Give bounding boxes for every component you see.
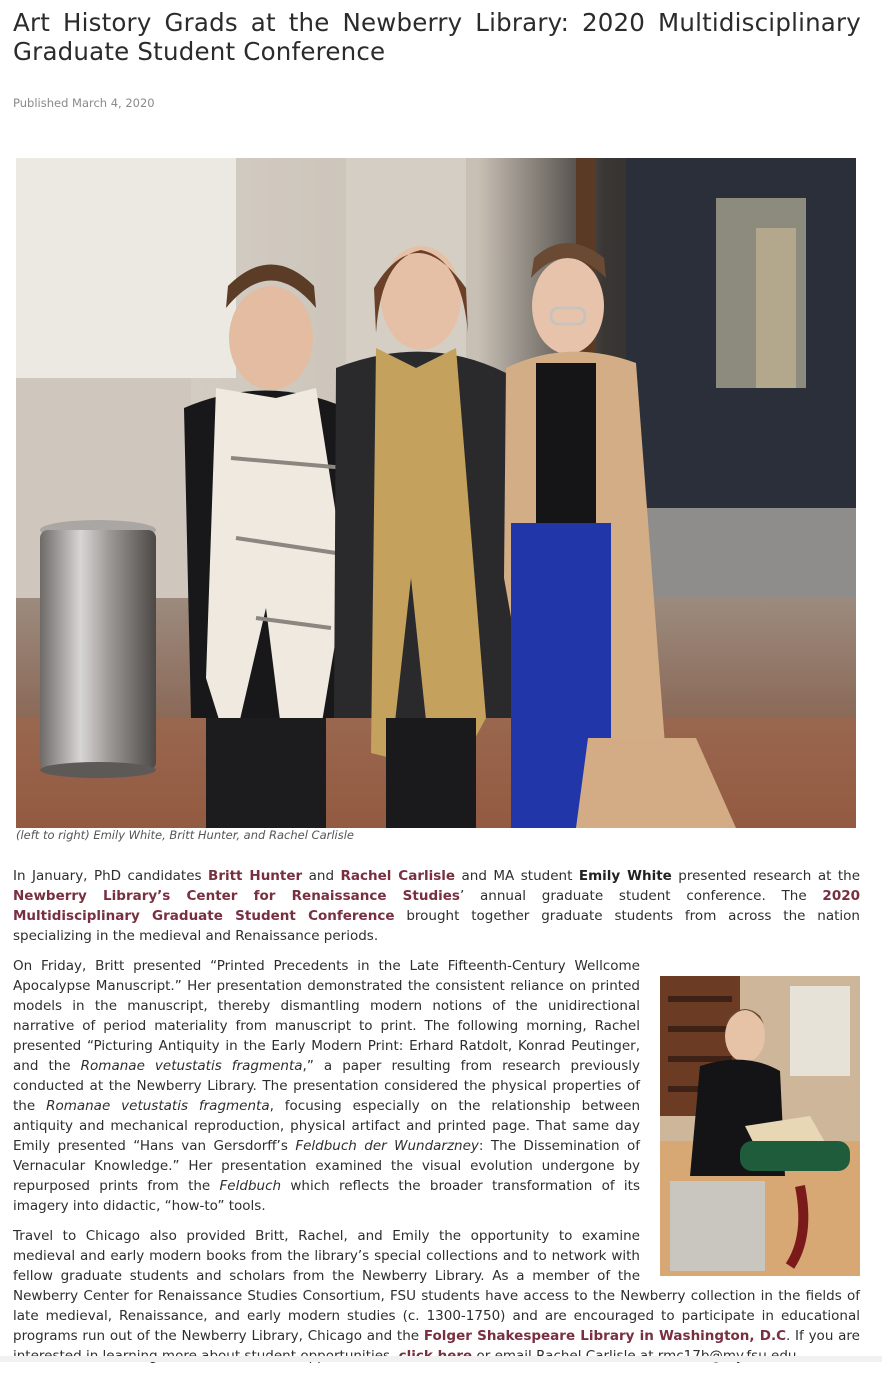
rachel-carlisle-link[interactable]: Rachel Carlisle xyxy=(340,868,456,884)
text: : The Dissemination of Vernacular Knowledge.” Her presentation examined the visual evolution undergone by repurposed prints from the xyxy=(13,1138,640,1194)
text: and MA student xyxy=(455,868,579,884)
italic-title: Romanae vetustatis fragmenta xyxy=(46,1098,270,1114)
paragraph-intro xyxy=(13,866,860,946)
text: brought together graduate students from across the nation specializing in the medieval and Renaissance periods. xyxy=(13,908,860,944)
article-body xyxy=(13,866,860,1376)
group-photo-illustration xyxy=(16,158,856,828)
newberry-center-link[interactable]: Newberry Library’s Center for Renaissance Studies xyxy=(13,888,460,904)
text: On Friday, Britt presented “Printed Precedents in the Late Fifteenth-Century Wellcome Apocalypse Manuscript.” Her presentation demonstrated the consistent reliance on printed models in the manuscript, thereby dismantling modern notions of the unidirectional narrative of period materiality from manuscript to print. The following morning, Rachel presented “Picturing Antiquity in the Early Modern Print: Erhard Ratdolt, Konrad Peutinger, and the xyxy=(13,958,640,1074)
text: . If you are xyxy=(785,1328,860,1344)
group-photo xyxy=(16,158,856,828)
folger-library-link[interactable]: Folger Shakespeare Library in Washington, D.C xyxy=(423,1328,786,1344)
published-date: Published March 4, 2020 xyxy=(13,96,155,110)
text: which reflects the broader transformation of its imagery into didactic, “how-to” tools. xyxy=(13,1178,640,1214)
reading-room-photo xyxy=(660,976,860,1276)
photo-caption: (left to right) Emily White, Britt Hunter, and Rachel Carlisle xyxy=(16,828,355,842)
text: ,” a paper resulting from research previously conducted at the Newberry Library. The presentation considered the physical properties of the xyxy=(13,1058,641,1114)
text: , focusing especially on the relationship between antiquity and mechanical reproduction, physical artifact and printed page. That same day Emily presented “Hans van Gersdorff’s xyxy=(13,1098,640,1154)
text: Travel to Chicago also provided Britt, Rachel, and Emily the opportunity to examine medieval and early modern books from the library’s special collections and to network with fellow graduate students and scholars from the Newberry Library. As a member of the Newberry Center for Renaissance Studies Consortium, FSU students have access to the Newberry collection in the fields of late medieval, Renaissance, and early modern studies (c. 1300-1750) and are encouraged to participate in educational programs run out of the Newberry Library, Chicago and the xyxy=(13,1228,860,1344)
text: presented research at the xyxy=(671,868,861,884)
reading-room-illustration xyxy=(660,976,860,1276)
italic-title: Romanae vetustatis fragmenta xyxy=(80,1058,303,1074)
text: In January, PhD candidates xyxy=(13,868,209,884)
italic-title: Feldbuch der Wundarzney xyxy=(295,1138,479,1154)
conference-link[interactable]: 2020 Multidisciplinary Graduate Student Conference xyxy=(13,888,860,924)
text: and xyxy=(302,868,341,884)
italic-title: Feldbuch xyxy=(219,1178,282,1194)
britt-hunter-link[interactable]: Britt Hunter xyxy=(208,868,303,884)
footer-divider xyxy=(0,1356,882,1362)
page-title: Art History Grads at the Newberry Library: 2020 Multidisciplinary Graduate Student Conference xyxy=(13,8,861,66)
text: ’ annual graduate student conference. The xyxy=(459,888,823,904)
emily-white-name: Emily White xyxy=(578,868,672,884)
